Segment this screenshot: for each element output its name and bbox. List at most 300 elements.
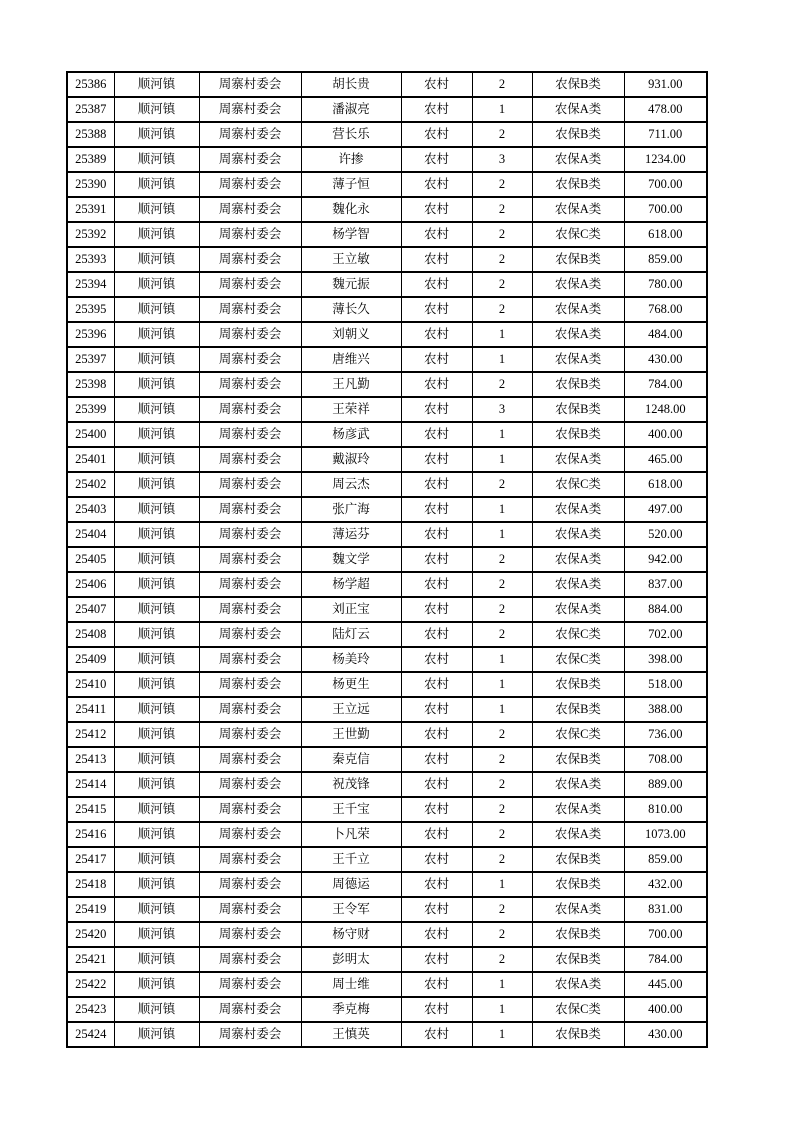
- town-cell: 顺河镇: [114, 847, 199, 872]
- residence-type-cell: 农村: [401, 622, 472, 647]
- village-committee-cell: 周寨村委会: [199, 97, 301, 122]
- person-count-cell: 2: [472, 122, 532, 147]
- village-committee-cell: 周寨村委会: [199, 772, 301, 797]
- person-count-cell: 1: [472, 347, 532, 372]
- town-cell: 顺河镇: [114, 922, 199, 947]
- residence-type-cell: 农村: [401, 72, 472, 97]
- person-count-cell: 2: [472, 172, 532, 197]
- town-cell: 顺河镇: [114, 172, 199, 197]
- insurance-category-cell: 农保B类: [532, 847, 624, 872]
- insurance-category-cell: 农保B类: [532, 872, 624, 897]
- serial-number-cell: 25411: [67, 697, 114, 722]
- insurance-category-cell: 农保C类: [532, 622, 624, 647]
- amount-cell: 837.00: [624, 572, 707, 597]
- insurance-category-cell: 农保A类: [532, 547, 624, 572]
- person-count-cell: 1: [472, 522, 532, 547]
- residence-type-cell: 农村: [401, 122, 472, 147]
- village-committee-cell: 周寨村委会: [199, 647, 301, 672]
- insurance-category-cell: 农保B类: [532, 1022, 624, 1047]
- town-cell: 顺河镇: [114, 647, 199, 672]
- insurance-category-cell: 农保B类: [532, 922, 624, 947]
- village-committee-cell: 周寨村委会: [199, 222, 301, 247]
- table-row: [67, 247, 707, 272]
- person-name-cell: 周士维: [301, 972, 401, 997]
- amount-cell: 445.00: [624, 972, 707, 997]
- person-count-cell: 1: [472, 422, 532, 447]
- table-row: [67, 847, 707, 872]
- table-row: [67, 372, 707, 397]
- table-row: [67, 597, 707, 622]
- amount-cell: 700.00: [624, 172, 707, 197]
- town-cell: 顺河镇: [114, 222, 199, 247]
- serial-number-cell: 25412: [67, 722, 114, 747]
- pension-records-table: [66, 71, 708, 1048]
- village-committee-cell: 周寨村委会: [199, 847, 301, 872]
- table-row: [67, 797, 707, 822]
- town-cell: 顺河镇: [114, 497, 199, 522]
- serial-number-cell: 25410: [67, 672, 114, 697]
- person-count-cell: 1: [472, 997, 532, 1022]
- amount-cell: 432.00: [624, 872, 707, 897]
- person-count-cell: 1: [472, 497, 532, 522]
- village-committee-cell: 周寨村委会: [199, 572, 301, 597]
- serial-number-cell: 25386: [67, 72, 114, 97]
- person-name-cell: 王世勤: [301, 722, 401, 747]
- village-committee-cell: 周寨村委会: [199, 397, 301, 422]
- table-row: [67, 947, 707, 972]
- amount-cell: 400.00: [624, 997, 707, 1022]
- residence-type-cell: 农村: [401, 772, 472, 797]
- town-cell: 顺河镇: [114, 947, 199, 972]
- amount-cell: 889.00: [624, 772, 707, 797]
- table-row: [67, 897, 707, 922]
- table-row: [67, 922, 707, 947]
- amount-cell: 736.00: [624, 722, 707, 747]
- serial-number-cell: 25407: [67, 597, 114, 622]
- person-name-cell: 胡长贵: [301, 72, 401, 97]
- village-committee-cell: 周寨村委会: [199, 372, 301, 397]
- table-row: [67, 697, 707, 722]
- person-name-cell: 王立敏: [301, 247, 401, 272]
- person-count-cell: 1: [472, 647, 532, 672]
- residence-type-cell: 农村: [401, 672, 472, 697]
- insurance-category-cell: 农保B类: [532, 747, 624, 772]
- person-name-cell: 杨学超: [301, 572, 401, 597]
- table-row: [67, 422, 707, 447]
- person-count-cell: 2: [472, 222, 532, 247]
- amount-cell: 618.00: [624, 222, 707, 247]
- insurance-category-cell: 农保A类: [532, 322, 624, 347]
- residence-type-cell: 农村: [401, 447, 472, 472]
- town-cell: 顺河镇: [114, 72, 199, 97]
- person-name-cell: 秦克信: [301, 747, 401, 772]
- table-row: [67, 472, 707, 497]
- town-cell: 顺河镇: [114, 322, 199, 347]
- table-body: [67, 72, 707, 1047]
- amount-cell: 430.00: [624, 347, 707, 372]
- town-cell: 顺河镇: [114, 572, 199, 597]
- insurance-category-cell: 农保C类: [532, 997, 624, 1022]
- person-name-cell: 薄运芬: [301, 522, 401, 547]
- serial-number-cell: 25424: [67, 1022, 114, 1047]
- village-committee-cell: 周寨村委会: [199, 172, 301, 197]
- village-committee-cell: 周寨村委会: [199, 622, 301, 647]
- town-cell: 顺河镇: [114, 747, 199, 772]
- table-row: [67, 772, 707, 797]
- serial-number-cell: 25392: [67, 222, 114, 247]
- person-count-cell: 2: [472, 197, 532, 222]
- residence-type-cell: 农村: [401, 697, 472, 722]
- insurance-category-cell: 农保B类: [532, 947, 624, 972]
- town-cell: 顺河镇: [114, 1022, 199, 1047]
- table-row: [67, 497, 707, 522]
- person-count-cell: 2: [472, 622, 532, 647]
- village-committee-cell: 周寨村委会: [199, 597, 301, 622]
- town-cell: 顺河镇: [114, 122, 199, 147]
- residence-type-cell: 农村: [401, 922, 472, 947]
- village-committee-cell: 周寨村委会: [199, 722, 301, 747]
- person-count-cell: 2: [472, 247, 532, 272]
- village-committee-cell: 周寨村委会: [199, 122, 301, 147]
- insurance-category-cell: 农保A类: [532, 497, 624, 522]
- person-count-cell: 1: [472, 322, 532, 347]
- table-row: [67, 747, 707, 772]
- residence-type-cell: 农村: [401, 1022, 472, 1047]
- table-row: [67, 322, 707, 347]
- person-name-cell: 戴淑玲: [301, 447, 401, 472]
- serial-number-cell: 25417: [67, 847, 114, 872]
- residence-type-cell: 农村: [401, 97, 472, 122]
- town-cell: 顺河镇: [114, 722, 199, 747]
- village-committee-cell: 周寨村委会: [199, 947, 301, 972]
- table-row: [67, 547, 707, 572]
- residence-type-cell: 农村: [401, 497, 472, 522]
- insurance-category-cell: 农保A类: [532, 147, 624, 172]
- insurance-category-cell: 农保B类: [532, 422, 624, 447]
- insurance-category-cell: 农保B类: [532, 72, 624, 97]
- person-name-cell: 营长乐: [301, 122, 401, 147]
- insurance-category-cell: 农保C类: [532, 722, 624, 747]
- insurance-category-cell: 农保B类: [532, 172, 624, 197]
- amount-cell: 1073.00: [624, 822, 707, 847]
- table-row: [67, 97, 707, 122]
- village-committee-cell: 周寨村委会: [199, 272, 301, 297]
- town-cell: 顺河镇: [114, 997, 199, 1022]
- insurance-category-cell: 农保B类: [532, 247, 624, 272]
- person-name-cell: 季克梅: [301, 997, 401, 1022]
- person-name-cell: 王千立: [301, 847, 401, 872]
- person-count-cell: 2: [472, 822, 532, 847]
- table-row: [67, 347, 707, 372]
- residence-type-cell: 农村: [401, 147, 472, 172]
- serial-number-cell: 25409: [67, 647, 114, 672]
- town-cell: 顺河镇: [114, 372, 199, 397]
- person-name-cell: 王立远: [301, 697, 401, 722]
- amount-cell: 700.00: [624, 197, 707, 222]
- town-cell: 顺河镇: [114, 347, 199, 372]
- village-committee-cell: 周寨村委会: [199, 797, 301, 822]
- person-name-cell: 许掺: [301, 147, 401, 172]
- insurance-category-cell: 农保B类: [532, 697, 624, 722]
- residence-type-cell: 农村: [401, 872, 472, 897]
- residence-type-cell: 农村: [401, 747, 472, 772]
- person-name-cell: 刘朝义: [301, 322, 401, 347]
- amount-cell: 618.00: [624, 472, 707, 497]
- village-committee-cell: 周寨村委会: [199, 822, 301, 847]
- town-cell: 顺河镇: [114, 822, 199, 847]
- person-count-cell: 3: [472, 147, 532, 172]
- amount-cell: 708.00: [624, 747, 707, 772]
- table-row: [67, 522, 707, 547]
- person-name-cell: 彭明太: [301, 947, 401, 972]
- person-name-cell: 魏文学: [301, 547, 401, 572]
- village-committee-cell: 周寨村委会: [199, 522, 301, 547]
- person-count-cell: 1: [472, 697, 532, 722]
- serial-number-cell: 25404: [67, 522, 114, 547]
- person-count-cell: 2: [472, 372, 532, 397]
- residence-type-cell: 农村: [401, 222, 472, 247]
- table-row: [67, 222, 707, 247]
- table-row: [67, 122, 707, 147]
- serial-number-cell: 25414: [67, 772, 114, 797]
- residence-type-cell: 农村: [401, 197, 472, 222]
- serial-number-cell: 25406: [67, 572, 114, 597]
- table-row: [67, 622, 707, 647]
- serial-number-cell: 25418: [67, 872, 114, 897]
- serial-number-cell: 25391: [67, 197, 114, 222]
- serial-number-cell: 25416: [67, 822, 114, 847]
- person-count-cell: 1: [472, 447, 532, 472]
- person-name-cell: 杨守财: [301, 922, 401, 947]
- serial-number-cell: 25387: [67, 97, 114, 122]
- town-cell: 顺河镇: [114, 672, 199, 697]
- village-committee-cell: 周寨村委会: [199, 747, 301, 772]
- town-cell: 顺河镇: [114, 597, 199, 622]
- town-cell: 顺河镇: [114, 272, 199, 297]
- town-cell: 顺河镇: [114, 547, 199, 572]
- village-committee-cell: 周寨村委会: [199, 1022, 301, 1047]
- person-count-cell: 2: [472, 272, 532, 297]
- town-cell: 顺河镇: [114, 247, 199, 272]
- residence-type-cell: 农村: [401, 272, 472, 297]
- insurance-category-cell: 农保C类: [532, 647, 624, 672]
- residence-type-cell: 农村: [401, 972, 472, 997]
- person-name-cell: 祝茂锋: [301, 772, 401, 797]
- amount-cell: 884.00: [624, 597, 707, 622]
- table-row: [67, 997, 707, 1022]
- village-committee-cell: 周寨村委会: [199, 697, 301, 722]
- person-count-cell: 2: [472, 572, 532, 597]
- serial-number-cell: 25395: [67, 297, 114, 322]
- village-committee-cell: 周寨村委会: [199, 922, 301, 947]
- person-name-cell: 杨更生: [301, 672, 401, 697]
- residence-type-cell: 农村: [401, 547, 472, 572]
- person-name-cell: 薄子恒: [301, 172, 401, 197]
- village-committee-cell: 周寨村委会: [199, 472, 301, 497]
- person-count-cell: 2: [472, 547, 532, 572]
- residence-type-cell: 农村: [401, 372, 472, 397]
- serial-number-cell: 25413: [67, 747, 114, 772]
- amount-cell: 398.00: [624, 647, 707, 672]
- serial-number-cell: 25400: [67, 422, 114, 447]
- village-committee-cell: 周寨村委会: [199, 297, 301, 322]
- residence-type-cell: 农村: [401, 897, 472, 922]
- amount-cell: 430.00: [624, 1022, 707, 1047]
- residence-type-cell: 农村: [401, 822, 472, 847]
- person-count-cell: 2: [472, 947, 532, 972]
- residence-type-cell: 农村: [401, 997, 472, 1022]
- village-committee-cell: 周寨村委会: [199, 72, 301, 97]
- person-count-cell: 2: [472, 297, 532, 322]
- serial-number-cell: 25421: [67, 947, 114, 972]
- residence-type-cell: 农村: [401, 172, 472, 197]
- town-cell: 顺河镇: [114, 447, 199, 472]
- table-row: [67, 872, 707, 897]
- insurance-category-cell: 农保B类: [532, 372, 624, 397]
- amount-cell: 931.00: [624, 72, 707, 97]
- village-committee-cell: 周寨村委会: [199, 672, 301, 697]
- person-name-cell: 王千宝: [301, 797, 401, 822]
- amount-cell: 478.00: [624, 97, 707, 122]
- residence-type-cell: 农村: [401, 322, 472, 347]
- serial-number-cell: 25398: [67, 372, 114, 397]
- residence-type-cell: 农村: [401, 722, 472, 747]
- insurance-category-cell: 农保A类: [532, 772, 624, 797]
- amount-cell: 1248.00: [624, 397, 707, 422]
- insurance-category-cell: 农保A类: [532, 797, 624, 822]
- town-cell: 顺河镇: [114, 897, 199, 922]
- person-name-cell: 潘淑亮: [301, 97, 401, 122]
- village-committee-cell: 周寨村委会: [199, 497, 301, 522]
- person-name-cell: 周云杰: [301, 472, 401, 497]
- amount-cell: 784.00: [624, 372, 707, 397]
- serial-number-cell: 25403: [67, 497, 114, 522]
- town-cell: 顺河镇: [114, 972, 199, 997]
- residence-type-cell: 农村: [401, 472, 472, 497]
- residence-type-cell: 农村: [401, 247, 472, 272]
- amount-cell: 518.00: [624, 672, 707, 697]
- person-name-cell: 陆灯云: [301, 622, 401, 647]
- amount-cell: 700.00: [624, 922, 707, 947]
- village-committee-cell: 周寨村委会: [199, 147, 301, 172]
- table-row: [67, 397, 707, 422]
- village-committee-cell: 周寨村委会: [199, 872, 301, 897]
- serial-number-cell: 25393: [67, 247, 114, 272]
- amount-cell: 780.00: [624, 272, 707, 297]
- insurance-category-cell: 农保A类: [532, 197, 624, 222]
- town-cell: 顺河镇: [114, 422, 199, 447]
- insurance-category-cell: 农保C类: [532, 472, 624, 497]
- person-name-cell: 卜凡荣: [301, 822, 401, 847]
- town-cell: 顺河镇: [114, 197, 199, 222]
- serial-number-cell: 25405: [67, 547, 114, 572]
- person-name-cell: 王慎英: [301, 1022, 401, 1047]
- amount-cell: 497.00: [624, 497, 707, 522]
- person-count-cell: 2: [472, 847, 532, 872]
- insurance-category-cell: 农保A类: [532, 597, 624, 622]
- person-count-cell: 2: [472, 72, 532, 97]
- table-row: [67, 272, 707, 297]
- serial-number-cell: 25415: [67, 797, 114, 822]
- insurance-category-cell: 农保A类: [532, 272, 624, 297]
- person-name-cell: 王令军: [301, 897, 401, 922]
- person-name-cell: 周德运: [301, 872, 401, 897]
- serial-number-cell: 25401: [67, 447, 114, 472]
- serial-number-cell: 25423: [67, 997, 114, 1022]
- amount-cell: 768.00: [624, 297, 707, 322]
- residence-type-cell: 农村: [401, 347, 472, 372]
- residence-type-cell: 农村: [401, 597, 472, 622]
- village-committee-cell: 周寨村委会: [199, 422, 301, 447]
- amount-cell: 1234.00: [624, 147, 707, 172]
- serial-number-cell: 25396: [67, 322, 114, 347]
- amount-cell: 702.00: [624, 622, 707, 647]
- village-committee-cell: 周寨村委会: [199, 997, 301, 1022]
- insurance-category-cell: 农保A类: [532, 822, 624, 847]
- town-cell: 顺河镇: [114, 622, 199, 647]
- insurance-category-cell: 农保A类: [532, 897, 624, 922]
- person-name-cell: 王凡勤: [301, 372, 401, 397]
- person-name-cell: 魏化永: [301, 197, 401, 222]
- amount-cell: 859.00: [624, 247, 707, 272]
- insurance-category-cell: 农保B类: [532, 397, 624, 422]
- serial-number-cell: 25402: [67, 472, 114, 497]
- insurance-category-cell: 农保A类: [532, 97, 624, 122]
- residence-type-cell: 农村: [401, 797, 472, 822]
- person-count-cell: 3: [472, 397, 532, 422]
- residence-type-cell: 农村: [401, 647, 472, 672]
- insurance-category-cell: 农保C类: [532, 222, 624, 247]
- table-row: [67, 297, 707, 322]
- person-count-cell: 2: [472, 472, 532, 497]
- serial-number-cell: 25388: [67, 122, 114, 147]
- table-row: [67, 647, 707, 672]
- town-cell: 顺河镇: [114, 797, 199, 822]
- serial-number-cell: 25419: [67, 897, 114, 922]
- table-row: [67, 572, 707, 597]
- amount-cell: 711.00: [624, 122, 707, 147]
- residence-type-cell: 农村: [401, 847, 472, 872]
- table-row: [67, 197, 707, 222]
- serial-number-cell: 25420: [67, 922, 114, 947]
- town-cell: 顺河镇: [114, 147, 199, 172]
- amount-cell: 484.00: [624, 322, 707, 347]
- serial-number-cell: 25394: [67, 272, 114, 297]
- table-row: [67, 72, 707, 97]
- person-name-cell: 薄长久: [301, 297, 401, 322]
- insurance-category-cell: 农保A类: [532, 522, 624, 547]
- village-committee-cell: 周寨村委会: [199, 322, 301, 347]
- insurance-category-cell: 农保A类: [532, 297, 624, 322]
- serial-number-cell: 25389: [67, 147, 114, 172]
- village-committee-cell: 周寨村委会: [199, 447, 301, 472]
- person-name-cell: 杨美玲: [301, 647, 401, 672]
- village-committee-cell: 周寨村委会: [199, 972, 301, 997]
- town-cell: 顺河镇: [114, 697, 199, 722]
- amount-cell: 400.00: [624, 422, 707, 447]
- insurance-category-cell: 农保A类: [532, 347, 624, 372]
- insurance-category-cell: 农保B类: [532, 672, 624, 697]
- person-name-cell: 王荣祥: [301, 397, 401, 422]
- residence-type-cell: 农村: [401, 947, 472, 972]
- person-count-cell: 1: [472, 1022, 532, 1047]
- person-name-cell: 张广海: [301, 497, 401, 522]
- town-cell: 顺河镇: [114, 97, 199, 122]
- town-cell: 顺河镇: [114, 772, 199, 797]
- person-count-cell: 2: [472, 772, 532, 797]
- village-committee-cell: 周寨村委会: [199, 347, 301, 372]
- serial-number-cell: 25422: [67, 972, 114, 997]
